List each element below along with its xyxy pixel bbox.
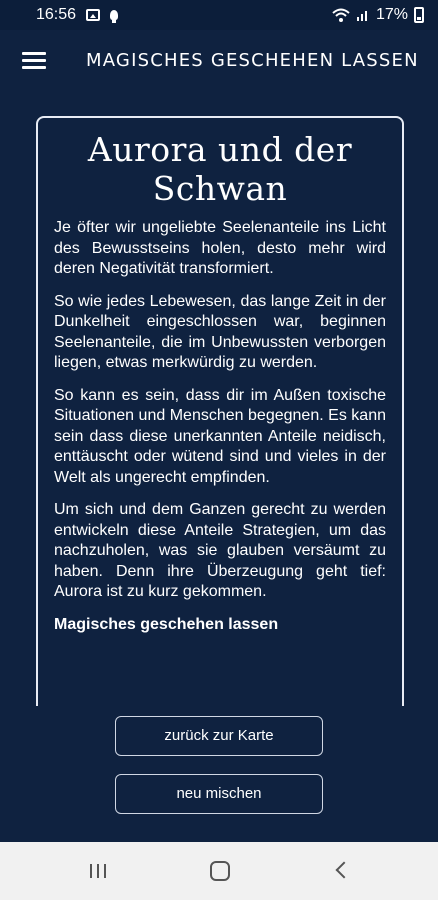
card-paragraph: Je öfter wir ungeliebte Seelenanteile ins Licht des Bewusstseins holen, desto mehr wird deren Negativität transformiert. <box>54 219 386 277</box>
back-icon[interactable] <box>336 862 353 879</box>
home-icon[interactable] <box>210 861 230 881</box>
card-body <box>38 218 402 635</box>
card-paragraph: So kann es sein, dass dir im Außen toxische Situationen und Menschen begegnen. Es kann sein dass diese unerkannten Anteile neidisch, enttäuscht oder wütend sind und vieles in der Welt als ungerecht empfinden. <box>54 386 386 486</box>
app-bar <box>0 30 438 94</box>
reshuffle-button[interactable]: neu mischen <box>115 774 323 814</box>
card <box>36 116 404 706</box>
wifi-icon <box>332 8 350 22</box>
status-left <box>36 6 118 24</box>
hamburger-menu-icon[interactable] <box>22 52 48 72</box>
card-title: Aurora und der Schwan <box>87 130 353 208</box>
card-paragraph: So wie jedes Lebewesen, das lange Zeit in der Dunkelheit eingeschlossen war, beginnen Seelenanteile, die im Unbewussten verborgen liegen, etwas merkwürdig zu werden. <box>54 292 386 371</box>
system-nav-bar <box>0 842 438 900</box>
card-paragraph: Um sich und dem Ganzen gerecht zu werden entwickeln diese Anteile Strategien, um das nachzuholen, was sie glauben versäumt zu haben. Denn ihre Überzeugung geht tief: Aurora ist zu kurz gekommen. <box>54 501 386 600</box>
bulb-notification-icon <box>110 10 118 20</box>
section-heading: Magisches geschehen lassen <box>54 615 279 633</box>
battery-percent: 17% <box>375 6 408 23</box>
battery-icon <box>414 7 424 23</box>
recent-apps-icon[interactable] <box>90 864 108 878</box>
app-title: MAGISCHES GESCHEHEN LASSEN <box>86 50 419 71</box>
status-time: 16:56 <box>36 6 77 23</box>
status-right <box>332 6 424 24</box>
signal-icon <box>356 8 370 22</box>
image-notification-icon <box>86 9 100 21</box>
status-bar <box>0 0 438 30</box>
back-to-card-button[interactable]: zurück zur Karte <box>115 716 323 756</box>
